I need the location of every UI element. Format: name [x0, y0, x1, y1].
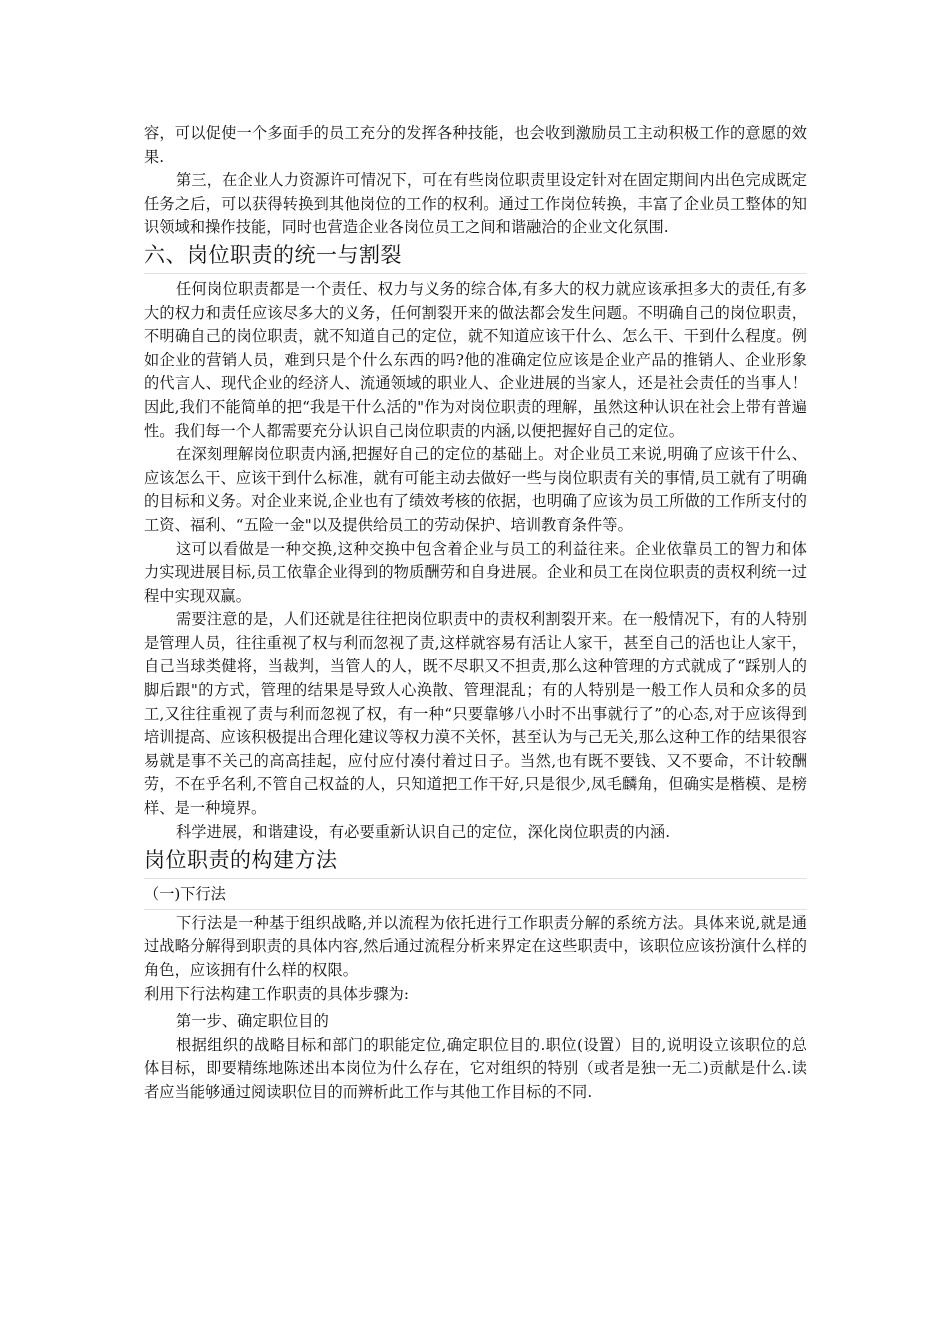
section6-paragraph-1: 任何岗位职责都是一个责任、权力与义务的综合体,有多大的权力就应该承担多大的责任,有多大的权力和责任应该尽多大的义务，任何割裂开来的做法都会发生问题。不明确自己的岗位职责，不明确自己的岗位职责，就不知道自己的定位，就不知道应该干什么、怎么干、干到什么程度。例如企业的营销人员，难到只是个什么东西的吗?他的准确定位应该是企业产品的推销人、企业形象的代言人、现代企业的经济人、流通领域的职业人、企业进展的当家人，还是社会责任的当事人！因此,我们不能简单的把“我是干什么活的"作为对岗位职责的理解，虽然这种认识在社会上带有普遍性。我们每一个人都需要充分认识自己岗位职责的内涵,以便把握好自己的定位。 — [144, 279, 807, 440]
step1-paragraph: 根据组织的战略目标和部门的职能定位,确定职位目的.职位(设置）目的,说明设立该职位的总体目标，即要精练地陈述出本岗位为什么存在，它对组织的特别（或者是独一无二)贡献是什么.读者应当能够通过阅读职位目的而辨析此工作与其他工作目标的不同. — [144, 1035, 807, 1101]
document-page — [144, 122, 807, 1105]
section-heading-method: 岗位职责的构建方法 — [144, 843, 807, 879]
paragraph-third-point: 第三，在企业人力资源许可情况下，可在有些岗位职责里设定针对在固定期间内出色完成既定任务之后，可以获得转换到其他岗位的工作的权利。通过工作岗位转换，丰富了企业员工整体的知识领域和操作技能，同时也营造企业各岗位员工之间和谐融洽的企业文化氛围. — [144, 171, 807, 237]
section6-paragraph-2: 在深刻理解岗位职责内涵,把握好自己的定位的基础上。对企业员工来说,明确了应该干什么、应该怎么干、应该干到什么标准，就有可能主动去做好一些与岗位职责有关的事情,员工就有了明确的目标和义务。对企业来说,企业也有了绩效考核的依据，也明确了应该为员工所做的工作所支付的工资、福利、“五险一金"以及提供给员工的劳动保护、培训教育条件等。 — [144, 445, 807, 534]
steps-label: 利用下行法构建工作职责的具体步骤为: — [144, 984, 410, 1003]
paragraph-continued: 容，可以促使一个多面手的员工充分的发挥各种技能，也会收到激励员工主动积极工作的意愿的效果. — [144, 124, 807, 166]
section6-paragraph-3: 这可以看做是一种交换,这种交换中包含着企业与员工的利益往来。企业依靠员工的智力和体力实现进展目标,员工依靠企业得到的物质酬劳和自身进展。企业和员工在岗位职责的责权利统一过程中实现双赢。 — [144, 539, 807, 605]
method-intro-paragraph: 下行法是一种基于组织战略,并以流程为依托进行工作职责分解的系统方法。具体来说,就是通过战略分解得到职责的具体内容,然后通过流程分析来界定在这些职责中，该职位应该扮演什么样的角色，应该拥有什么样的权限。 — [144, 913, 807, 979]
section-heading-six: 六、岗位职责的统一与割裂 — [144, 238, 807, 274]
section6-paragraph-4: 需要注意的是，人们还就是往往把岗位职责中的责权利割裂开来。在一般情况下，有的人特别是管理人员，往往重视了权与利而忽视了责,这样就容易有活让人家干，甚至自己的活也让人家干，自己当球类健将，当裁判，当管人的人，既不尽职又不担责,那么这种管理的方式就成了“踩别人的脚后跟"的方式，管理的结果是导致人心涣散、管理混乱；有的人特别是一般工作人员和众多的员工,又往往重视了责与利而忽视了权，有一种“只要靠够八小时不出事就行了”的心态,对于应该得到培训提高、应该积极提出合理化建议等权力漠不关怀，甚至认为与己无关,那么这种工作的结果很容易就是事不关己的高高挂起，应付应付凑付着过日子。当然,也有既不要钱、又不要命，不计较酬劳，不在乎名利,不管自己权益的人，只知道把工作干好,只是很少,凤毛麟角，但确实是楷模、是榜样、是一种境界。 — [144, 610, 807, 818]
section6-paragraph-5: 科学进展，和谐建设，有必要重新认识自己的定位，深化岗位职责的内涵. — [176, 822, 671, 841]
subsection-heading-top-down: （一)下行法 — [144, 883, 807, 910]
step1-title: 第一步、确定职位目的 — [176, 1012, 329, 1031]
